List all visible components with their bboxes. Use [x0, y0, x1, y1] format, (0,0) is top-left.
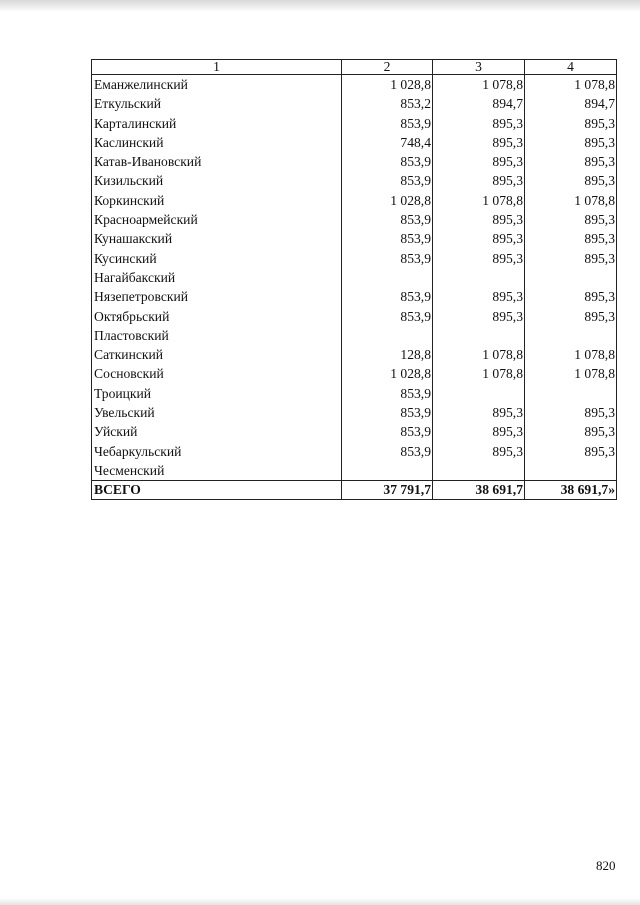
value-cell: 1 078,8 — [525, 191, 617, 210]
district-name-cell: Кусинский — [92, 249, 342, 268]
value-cell — [433, 268, 525, 287]
total-cell: 37 791,7 — [342, 481, 433, 500]
value-cell: 895,3 — [433, 422, 525, 441]
column-header-3: 3 — [433, 60, 525, 75]
value-cell: 853,9 — [342, 287, 433, 306]
value-cell: 1 078,8 — [525, 345, 617, 364]
value-cell: 853,9 — [342, 422, 433, 441]
value-cell: 853,9 — [342, 210, 433, 229]
table-row — [92, 94, 617, 113]
district-name-cell: Нязепетровский — [92, 287, 342, 306]
table-row — [92, 75, 617, 95]
total-label: ВСЕГО — [92, 481, 342, 500]
table-row — [92, 461, 617, 481]
district-name-cell: Коркинский — [92, 191, 342, 210]
district-name-cell: Карталинский — [92, 114, 342, 133]
value-cell: 1 078,8 — [433, 75, 525, 95]
value-cell: 895,3 — [433, 114, 525, 133]
value-cell: 895,3 — [525, 133, 617, 152]
total-cell: 38 691,7» — [525, 481, 617, 500]
table-row — [92, 345, 617, 364]
district-name-cell: Красноармейский — [92, 210, 342, 229]
value-cell — [525, 326, 617, 345]
table-row — [92, 210, 617, 229]
value-cell: 895,3 — [525, 287, 617, 306]
district-name-cell: Увельский — [92, 403, 342, 422]
value-cell — [525, 384, 617, 403]
table-row — [92, 152, 617, 171]
value-cell: 853,9 — [342, 114, 433, 133]
table-row — [92, 229, 617, 248]
value-cell: 895,3 — [525, 249, 617, 268]
value-cell: 895,3 — [525, 403, 617, 422]
value-cell: 128,8 — [342, 345, 433, 364]
page-number: 820 — [596, 858, 616, 873]
value-cell: 1 028,8 — [342, 75, 433, 95]
value-cell: 895,3 — [433, 403, 525, 422]
district-name-cell: Сосновский — [92, 364, 342, 383]
value-cell: 853,9 — [342, 152, 433, 171]
value-cell: 853,9 — [342, 442, 433, 461]
value-cell: 895,3 — [433, 210, 525, 229]
district-name-cell: Чесменский — [92, 461, 342, 481]
scan-bottom-edge — [0, 898, 640, 905]
table-row — [92, 191, 617, 210]
value-cell: 853,9 — [342, 307, 433, 326]
value-cell: 1 078,8 — [525, 364, 617, 383]
value-cell: 895,3 — [525, 422, 617, 441]
table-row — [92, 133, 617, 152]
district-name-cell: Троицкий — [92, 384, 342, 403]
table-row — [92, 364, 617, 383]
value-cell: 853,9 — [342, 403, 433, 422]
scan-top-edge — [0, 0, 640, 12]
district-name-cell: Чебаркульский — [92, 442, 342, 461]
district-name-cell: Пластовский — [92, 326, 342, 345]
value-cell — [342, 326, 433, 345]
district-name-cell: Саткинский — [92, 345, 342, 364]
value-cell: 1 078,8 — [525, 75, 617, 95]
table-row — [92, 114, 617, 133]
table-row — [92, 171, 617, 190]
value-cell — [342, 268, 433, 287]
value-cell: 895,3 — [433, 133, 525, 152]
value-cell: 895,3 — [525, 442, 617, 461]
value-cell: 853,9 — [342, 229, 433, 248]
value-cell: 895,3 — [433, 152, 525, 171]
district-name-cell: Катав-Ивановский — [92, 152, 342, 171]
value-cell: 1 078,8 — [433, 364, 525, 383]
value-cell — [525, 268, 617, 287]
value-cell: 853,9 — [342, 249, 433, 268]
district-name-cell: Каслинский — [92, 133, 342, 152]
district-name-cell: Еткульский — [92, 94, 342, 113]
district-name-cell: Нагайбакский — [92, 268, 342, 287]
value-cell: 1 028,8 — [342, 191, 433, 210]
value-cell: 1 028,8 — [342, 364, 433, 383]
table-row — [92, 249, 617, 268]
column-header-4: 4 — [525, 60, 617, 75]
value-cell — [433, 461, 525, 481]
value-cell: 895,3 — [525, 229, 617, 248]
table-header-row — [92, 60, 617, 75]
value-cell: 895,3 — [525, 307, 617, 326]
district-name-cell: Кунашакский — [92, 229, 342, 248]
total-row — [92, 481, 617, 500]
value-cell: 748,4 — [342, 133, 433, 152]
value-cell: 895,3 — [433, 229, 525, 248]
value-cell: 895,3 — [433, 307, 525, 326]
value-cell — [342, 461, 433, 481]
value-cell — [433, 384, 525, 403]
table-row — [92, 307, 617, 326]
value-cell — [525, 461, 617, 481]
table-body — [92, 75, 617, 481]
value-cell: 853,9 — [342, 384, 433, 403]
value-cell: 895,3 — [525, 210, 617, 229]
column-header-2: 2 — [342, 60, 433, 75]
table-row — [92, 442, 617, 461]
district-name-cell: Октябрьский — [92, 307, 342, 326]
total-cell: 38 691,7 — [433, 481, 525, 500]
column-header-1: 1 — [92, 60, 342, 75]
value-cell: 853,2 — [342, 94, 433, 113]
table-row — [92, 326, 617, 345]
district-name-cell: Еманжелинский — [92, 75, 342, 95]
table-row — [92, 268, 617, 287]
table-row — [92, 403, 617, 422]
data-table — [91, 59, 617, 500]
table-row — [92, 287, 617, 306]
value-cell: 853,9 — [342, 171, 433, 190]
value-cell — [433, 326, 525, 345]
value-cell: 895,3 — [433, 442, 525, 461]
value-cell: 894,7 — [433, 94, 525, 113]
value-cell: 895,3 — [525, 171, 617, 190]
value-cell: 895,3 — [525, 114, 617, 133]
district-name-cell: Уйский — [92, 422, 342, 441]
value-cell: 1 078,8 — [433, 345, 525, 364]
table-row — [92, 422, 617, 441]
value-cell: 1 078,8 — [433, 191, 525, 210]
value-cell: 895,3 — [433, 287, 525, 306]
table-row — [92, 384, 617, 403]
district-name-cell: Кизильский — [92, 171, 342, 190]
value-cell: 895,3 — [525, 152, 617, 171]
value-cell: 895,3 — [433, 249, 525, 268]
value-cell: 895,3 — [433, 171, 525, 190]
value-cell: 894,7 — [525, 94, 617, 113]
